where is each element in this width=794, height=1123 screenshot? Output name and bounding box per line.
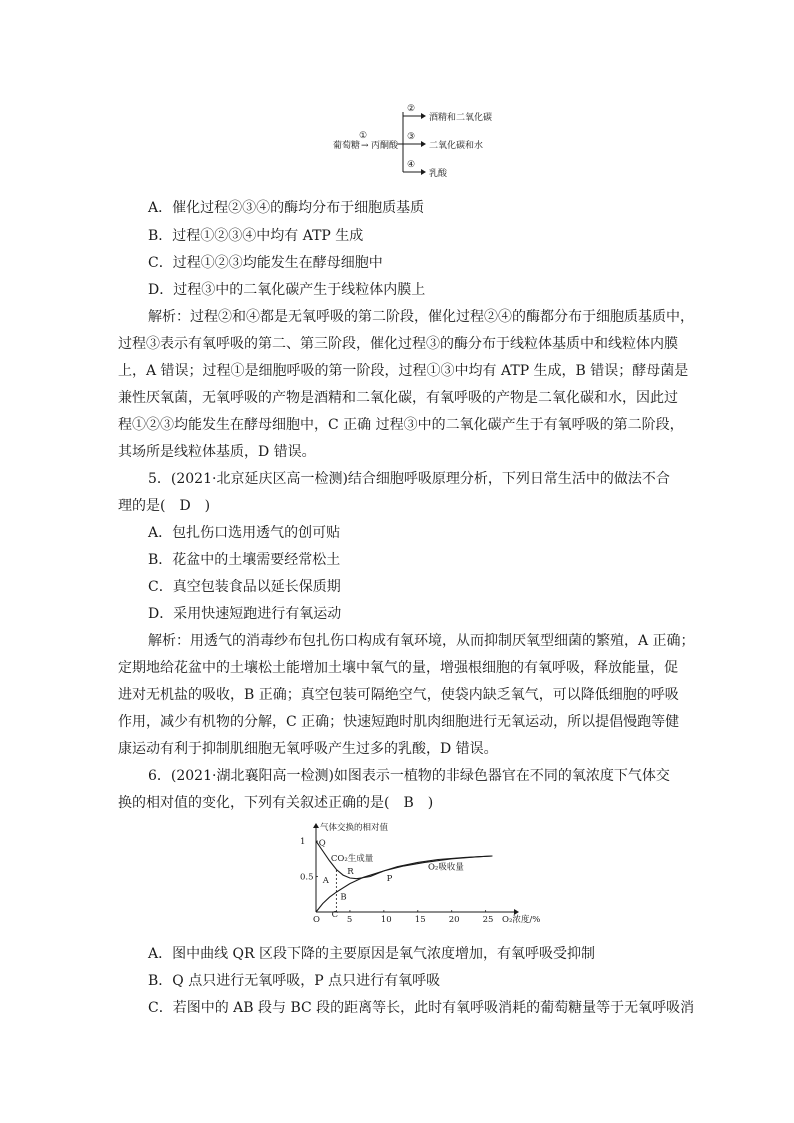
- q4-option-a: A．催化过程②③④的酶均分布于细胞质基质: [148, 200, 425, 216]
- q5-option-b: B．花盆中的土壤需要经常松土: [148, 552, 341, 568]
- q5-option-d: D．采用快速短跑进行有氧运动: [148, 606, 342, 622]
- q4-analysis-line-1: 解析：过程②和④都是无氧呼吸的第二阶段，催化过程②④的酶都分布于细胞质基质中，: [148, 309, 694, 325]
- q6-option-c: C．若图中的 AB 段与 BC 段的距离等长，此时有氧呼吸消耗的葡萄糖量等于无氧呼吸消: [148, 1000, 695, 1016]
- x-tick-label: 20: [448, 915, 460, 925]
- arrow-head-2: [421, 113, 426, 119]
- respiration-pathway-diagram: [325, 100, 525, 180]
- point-label-P: P: [386, 873, 393, 884]
- step-3-number: ③: [407, 132, 416, 142]
- step-4-number: ④: [407, 160, 416, 170]
- x-tick-label: 25: [482, 915, 494, 925]
- q4-analysis-line-6: 其场所是线粒体基质，D 错误。: [118, 444, 316, 460]
- x-tick-label: 15: [414, 915, 426, 925]
- x-tick-label: 10: [380, 915, 392, 925]
- q5-analysis-line-4: 作用，减少有机物的分解，C 正确；快速短跑时肌肉细胞进行无氧运动，所以提倡慢跑等健: [118, 714, 680, 730]
- pyruvate-label: 丙酮酸: [371, 141, 399, 151]
- x-tick-label: 5: [346, 915, 353, 925]
- series-1-line: [316, 856, 492, 912]
- q4-analysis-line-3: 上，A 错误；过程①是细胞呼吸的第一阶段，过程①③中均有 ATP 生成，B 错误；酵母菌是: [118, 363, 689, 379]
- q4-option-b: B．过程①②③④中均有 ATP 生成: [148, 228, 364, 244]
- point-label-B: B: [340, 892, 347, 903]
- y-axis-arrow: [313, 823, 319, 828]
- series-1-name: O₂吸收量: [427, 862, 464, 873]
- product-2-label: 酒精和二氧化碳: [429, 113, 493, 123]
- q5-option-c: C．真空包装食品以延长保质期: [148, 579, 341, 595]
- gas-exchange-chart: [296, 820, 541, 932]
- step-2-number: ②: [407, 104, 416, 114]
- q6-stem-line-1: 6．(2021·湖北襄阳高一检测)如图表示一植物的非绿色器官在不同的氧浓度下气体交: [148, 768, 670, 784]
- q6-stem-line-2: 换的相对值的变化，下列有关叙述正确的是( B ): [118, 795, 434, 811]
- q4-analysis-line-4: 兼性厌氧菌，无氧呼吸的产物是酒精和二氧化碳，有氧呼吸的产物是二氧化碳和水，因此过: [118, 390, 678, 406]
- q4-analysis-line-2: 过程③表示有氧呼吸的第二、第三阶段，催化过程③的酶分布于线粒体基质中和线粒体内膜: [118, 336, 678, 352]
- q5-analysis-line-2: 定期地给花盆中的土壤松土能增加土壤中氧气的量，增强根细胞的有氧呼吸，释放能量，促: [118, 660, 678, 676]
- q5-stem-line-1: 5．(2021·北京延庆区高一检测)结合细胞呼吸原理分析，下列日常生活中的做法不合: [148, 471, 670, 487]
- q5-analysis-line-3: 进对无机盐的吸收，B 正确；真空包装可隔绝空气，使袋内缺乏氧气，可以降低细胞的呼吸: [118, 687, 679, 703]
- point-label-C: C: [331, 910, 339, 921]
- y-tick-label: 1: [300, 837, 306, 848]
- y-tick-label: 0.5: [300, 872, 314, 883]
- q5-analysis-line-5: 康运动有利于抑制肌细胞无氧呼吸产生过多的乳酸，D 错误。: [118, 741, 498, 757]
- q4-option-d: D．过程③中的二氧化碳产生于线粒体内膜上: [148, 282, 426, 298]
- step-1-number: ①: [359, 131, 368, 141]
- y-axis-label: 气体交换的相对值: [320, 823, 389, 833]
- x-tick-label: O: [313, 915, 320, 925]
- point-label-R: R: [347, 866, 354, 877]
- q5-option-a: A．包扎伤口选用透气的创可贴: [148, 525, 341, 541]
- product-4-label: 乳酸: [429, 169, 448, 179]
- q6-option-a: A．图中曲线 QR 区段下降的主要原因是氧气浓度增加，有氧呼吸受抑制: [148, 946, 596, 962]
- product-3-label: 二氧化碳和水: [429, 141, 484, 151]
- q4-option-c: C．过程①②③均能发生在酵母细胞中: [148, 255, 383, 271]
- x-axis-label: O₂浓度/%: [502, 915, 541, 925]
- glucose-label: 葡萄糖: [333, 141, 361, 151]
- q6-option-b: B．Q 点只进行无氧呼吸，P 点只进行有氧呼吸: [148, 973, 441, 989]
- q5-stem-line-2: 理的是( D ): [118, 498, 211, 514]
- arrow-1: →: [361, 141, 369, 151]
- arrow-head-3: [421, 141, 426, 147]
- arrow-head-4: [421, 169, 426, 175]
- q4-analysis-line-5: 程①②③均能发生在酵母细胞中，C 正确 过程③中的二氧化碳产生于有氧呼吸的第二阶段，: [118, 417, 684, 433]
- series-0-name: CO₂生成量: [330, 853, 374, 864]
- point-label-Q: Q: [318, 838, 326, 849]
- point-label-A: A: [322, 876, 329, 887]
- q5-analysis-line-1: 解析：用透气的消毒纱布包扎伤口构成有氧环境，从而抑制厌氧型细菌的繁殖，A 正确；: [148, 633, 695, 649]
